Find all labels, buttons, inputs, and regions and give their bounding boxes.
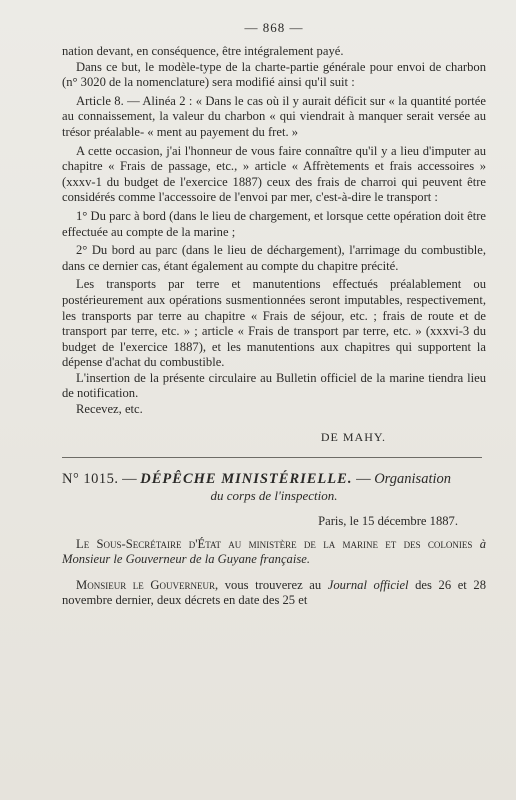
signature: DE MAHY. — [320, 429, 386, 444]
despatch-heading — [62, 470, 486, 488]
paragraph: A cette occasion, j'ai l'honneur de vous faire connaître qu'il y a lieu d'imputer au chapitre « Frais de passage, etc., » article « Affrètements et frais accessoires » (xxxv-1 du budget de l'exercice 1887) ceux des frais de charroi qui peuvent être considérés comme l'accessoire de l'envoi par mer, c'est-à-dire le transport : — [62, 143, 486, 205]
despatch-subject: Organisation — [374, 470, 452, 487]
letter-body-start — [62, 578, 486, 609]
recipient-prefix: à — [472, 536, 486, 551]
paragraph-continued: nation devant, en conséquence, être intégralement payé. — [62, 44, 344, 58]
paragraph: Les transports par terre et manutentions effectués préalablement ou postérieurement aux opérations susmentionnées seront imputables, respectivement, les transports par terre au chapitre « Frais de séjour, etc. ; frais de route et de transport par terre, etc. » ; article « Frais de transport par terre, etc. » (xxxvi-3 du budget de l'exercice 1887), et les manutentions aux chapitres qui supportent la dépense d'achat du combustible. — [62, 277, 486, 370]
salutation: Monsieur le Gouverneur, — [76, 577, 219, 592]
despatch-number: N° 1015. — [62, 470, 119, 487]
paragraph-article: Article 8. — Alinéa 2 : « Dans le cas où il y aurait déficit sur « la quantité portée au connaissement, la valeur du charbon « qui viendrait à manquer serait versée au trésor préalable- « ment au payement du fret. » — [62, 93, 486, 139]
body-text: vous trouverez au — [218, 577, 328, 592]
heading-dash: — — [352, 470, 375, 487]
journal-title: Journal officiel — [327, 577, 409, 592]
page-number: — 868 — — [244, 20, 304, 35]
sender: Le Sous-Secrétaire d'État au ministère de la marine et des colonies — [76, 536, 473, 551]
paragraph-item-1: 1° Du parc à bord (dans le lieu de chargement, et lorsque cette opération doit être effectuée au compte de la marine ; — [62, 208, 486, 239]
section-divider — [62, 457, 482, 458]
body-text: des 26 et 28 novembre dernier, deux décrets en date des 25 et — [62, 577, 486, 608]
dateline: Paris, le 15 décembre 1887. — [318, 513, 458, 528]
paragraph-item-2: 2° Du bord au parc (dans le lieu de déchargement), l'arrimage du combustible, dans ce dernier cas, étant également au compte du chapitre précité. — [62, 243, 486, 273]
despatch-title: DÉPÊCHE MINISTÉRIELLE. — [140, 470, 353, 487]
recipient: Monsieur le Gouverneur de la Guyane française. — [62, 552, 310, 567]
closing-line: Recevez, etc. — [76, 402, 143, 417]
despatch-subject-continued: du corps de l'inspection. — [210, 487, 338, 503]
paragraph: L'insertion de la présente circulaire au Bulletin officiel de la marine tiendra lieu de notification. — [62, 370, 486, 401]
address-line — [62, 537, 486, 568]
heading-dash: — — [118, 470, 141, 487]
paragraph: Dans ce but, le modèle-type de la charte-partie générale pour envoi de charbon (n° 3020 de la nomenclature) sera modifié ainsi qu'il suit : — [62, 59, 486, 90]
